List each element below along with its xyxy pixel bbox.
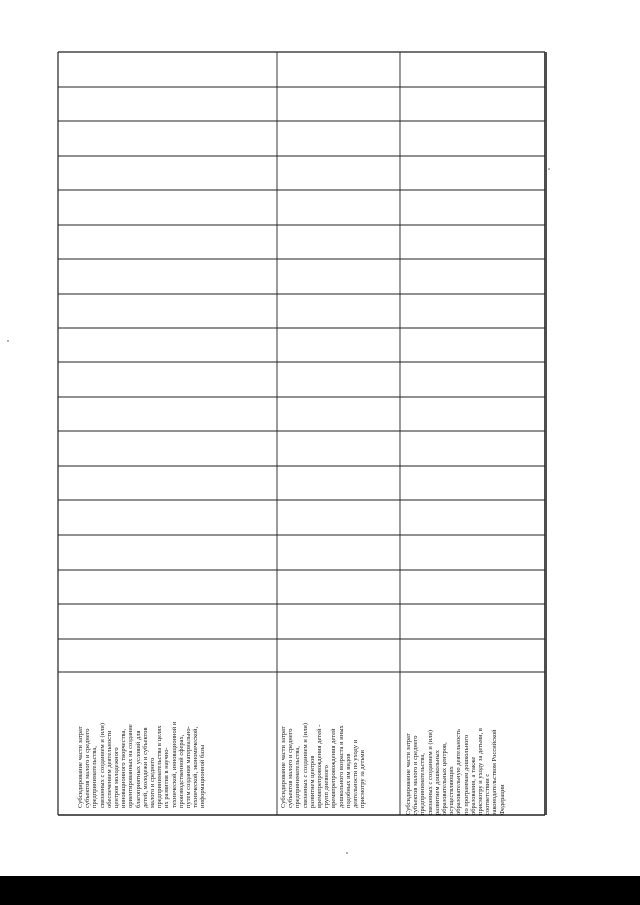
- cell-text-preschool-centers: Субсидирование части затрат субъектов малого и среднего предпринимательства, связанных с созданием и (или) развитием дошкольных образовательных центров, осуществляющих образовательную деятельность по программам дошкольного образования, а также присмотру и уходу за детьми, в соответствии с законодательством Российской Федерации: [405, 728, 506, 815]
- scan-speck: [548, 168, 550, 170]
- scan-speck: [346, 852, 348, 854]
- scan-black-band: [0, 876, 640, 905]
- cell-text-centers-youth-innovation: Субсидирование части затрат субъектов малого и среднего предпринимательства, связанных с созданием и (или) обеспечением деятельности центров молодежного инновационного творчества, ориентированных на создание благоприятных условий для детей, молодежи и субъектов малого и среднего предпринимательства в целях их развития в научно- технической, инновационной и производственной сферах, путем создания материально- технической, экономической, информационной базы: [77, 721, 207, 808]
- cell-text-childcare-centers: Субсидирование части затрат субъектов малого и среднего предпринимательства, связанных с созданием и (или) развитием центров времяпрепровождения детей - групп дневного времяпрепровождения детей дошкольного возраста и иных подобных им видов деятельности по уходу и присмотру за детьми: [280, 722, 367, 808]
- scan-speck: [7, 340, 9, 342]
